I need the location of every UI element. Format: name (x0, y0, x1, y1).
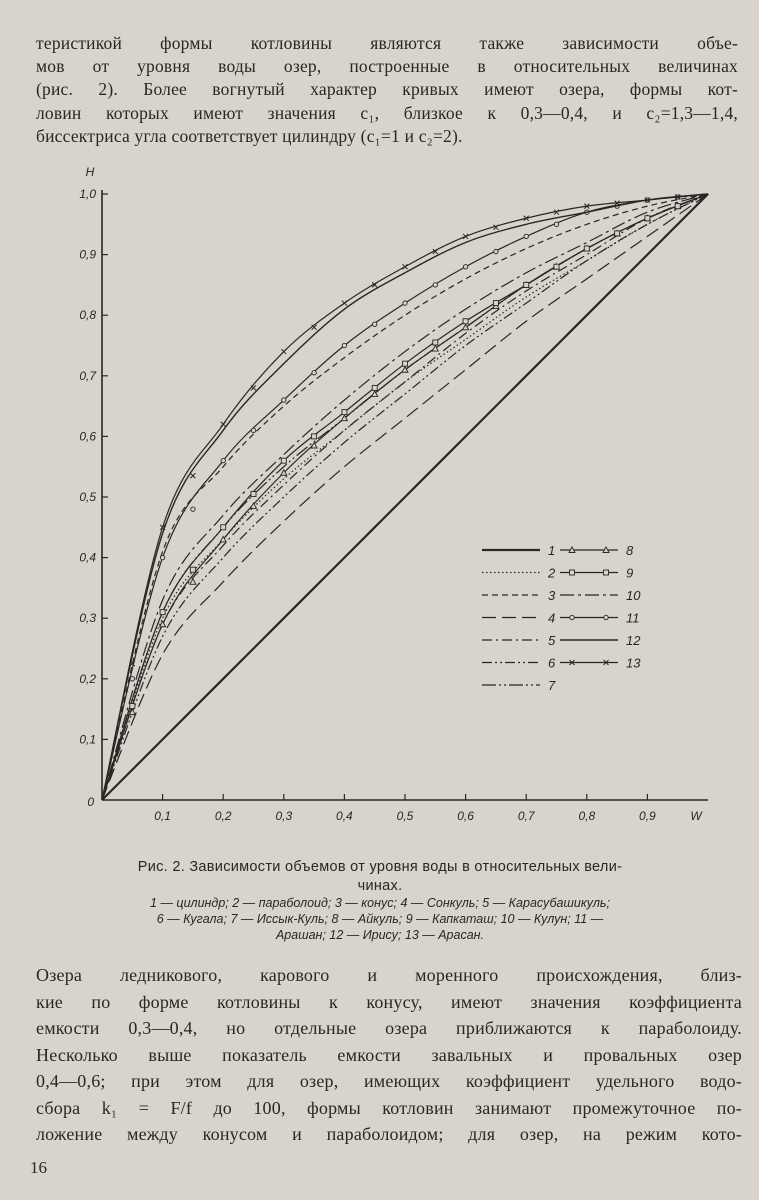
square-marker (463, 319, 468, 324)
text-line: мов от уровня воды озер, построенные в относительных величинах (36, 56, 738, 77)
text-line: ловин которых имеют значения c₁, близкое к 0,3—0,4, и c₂=1,3—1,4, (36, 102, 738, 123)
legend-label: 7 (548, 678, 556, 693)
legend-label: 8 (626, 543, 634, 558)
legend-label: 11 (626, 610, 640, 626)
legend-entry-8 (560, 543, 634, 558)
circle-marker (403, 301, 407, 305)
legend-entry-1 (482, 543, 555, 558)
circle-marker (554, 222, 558, 226)
y-tick-label: 0,3 (79, 611, 96, 626)
circle-marker (433, 283, 437, 287)
circle-marker (221, 458, 225, 462)
legend-entry-11 (560, 611, 640, 626)
circle-marker (191, 507, 195, 511)
text-line: Озера ледникового, карового и моренного происхождения, близ- (36, 965, 742, 985)
legend-entry-13 (560, 656, 641, 671)
circle-marker (570, 615, 574, 619)
text-line: кие по форме котловины к конусу, имеют значения коэффициента (36, 991, 742, 1012)
caption-line: чинах. (357, 878, 403, 894)
y-tick-label: 0,6 (79, 429, 96, 444)
caption-legend-line: 1 — цилиндр; 2 — параболоид; 3 — конус; 4 — Сонкуль; 5 — Карасубашикуль; (150, 896, 610, 910)
caption-line: Рис. 2. Зависимости объемов от уровня воды в относительных вели- (137, 859, 623, 875)
origin-label: 0 (87, 795, 94, 809)
x-tick-label: 0,2 (214, 809, 232, 823)
chart-axes (79, 165, 708, 823)
legend-entry-10 (560, 588, 641, 603)
text-line: биссектриса угла соответствует цилиндру (c₁=1 и c₂=2). (36, 125, 463, 146)
y-tick-label: 1,0 (79, 187, 96, 201)
legend-label: 13 (626, 655, 641, 671)
square-marker (554, 264, 559, 269)
legend-entry-6 (482, 656, 556, 671)
legend-entry-7 (482, 678, 556, 693)
y-tick-label: 0,9 (79, 247, 96, 262)
legend-label: 9 (626, 565, 634, 581)
triangle-marker (190, 579, 196, 585)
text-line: теристикой формы котловины являются также зависимости объе- (36, 33, 738, 53)
square-marker (160, 610, 165, 615)
legend-label: 12 (626, 633, 641, 648)
y-tick-label: 0,2 (79, 671, 96, 686)
square-marker (645, 216, 650, 221)
text-line: ложение между конусом и параболоидом; для озер, на режим кото- (36, 1124, 742, 1144)
square-marker (403, 361, 408, 366)
legend-entry-9 (560, 566, 633, 581)
square-marker (251, 491, 256, 496)
legend-label: 2 (548, 565, 556, 581)
x-tick-label: 0,6 (457, 809, 474, 823)
legend-label: 6 (548, 655, 556, 671)
paragraph-top (36, 32, 738, 148)
circle-marker (312, 371, 316, 375)
figure-caption-legend (70, 895, 690, 943)
text-line: (рис. 2). Более вогнутый характер кривых имеют озера, формы кот- (36, 79, 738, 100)
y-tick-label: 0,1 (79, 732, 96, 747)
legend-entry-5 (482, 633, 556, 648)
square-marker (615, 231, 620, 236)
legend-entry-4 (482, 611, 555, 626)
circle-marker (342, 343, 346, 347)
y-tick-label: 0,7 (79, 368, 96, 383)
legend-label: 3 (548, 588, 556, 603)
square-marker (433, 340, 438, 345)
circle-marker (524, 234, 528, 238)
square-marker (493, 301, 498, 306)
x-tick-label: 0,9 (639, 809, 656, 823)
caption-legend-line: Арашан; 12 — Ирису; 13 — Арасан. (275, 928, 485, 942)
square-marker (190, 567, 195, 572)
text-line: сбора k₁ = F/f до 100, формы котловин занимают промежуточное по- (36, 1097, 742, 1118)
legend-label: 10 (626, 588, 641, 603)
y-tick-label: 0,8 (79, 308, 96, 323)
y-tick-label: 0,4 (79, 550, 96, 565)
y-tick-label: 0,5 (79, 490, 96, 504)
figure-chart (60, 160, 740, 850)
page-number: 16 (30, 1158, 47, 1177)
x-tick-label: 0,5 (396, 809, 414, 823)
circle-marker (604, 615, 608, 619)
legend-entry-12 (560, 633, 641, 648)
x-axis-label: W (690, 809, 702, 823)
square-marker (570, 570, 575, 575)
square-marker (130, 704, 135, 709)
circle-marker (130, 677, 134, 681)
legend-entry-2 (482, 566, 556, 581)
chart-series (102, 194, 708, 800)
x-tick-label: 0,3 (275, 809, 293, 823)
square-marker (372, 385, 377, 390)
paragraph-bottom (36, 962, 742, 1148)
square-marker (584, 246, 589, 251)
square-marker (312, 434, 317, 439)
text-line: 0,4—0,6; при этом для озер, имеющих коэффициент удельного водо- (36, 1071, 742, 1091)
x-tick-label: 0,1 (154, 809, 171, 823)
y-axis-label: H (85, 165, 95, 179)
circle-marker (463, 265, 467, 269)
figure-caption-title (70, 858, 690, 896)
circle-marker (251, 428, 255, 432)
x-tick-label: 0,8 (578, 809, 596, 823)
legend-label: 1 (548, 543, 556, 558)
circle-marker (282, 398, 286, 402)
caption-legend-line: 6 — Кугала; 7 — Иссык-Куль; 8 — Айкуль; 9 — Капкаташ; 10 — Кулун; 11 — (156, 912, 604, 926)
circle-marker (160, 555, 164, 559)
square-marker (281, 458, 286, 463)
circle-marker (494, 249, 498, 253)
legend-entry-3 (482, 588, 556, 603)
square-marker (342, 410, 347, 415)
square-marker (221, 525, 226, 530)
square-marker (675, 204, 680, 209)
x-tick-label: 0,4 (336, 809, 353, 823)
circle-marker (373, 322, 377, 326)
legend-label: 5 (548, 633, 556, 648)
text-line: емкости 0,3—0,4, но отдельные озера приближаются к параболоиду. (36, 1018, 742, 1038)
square-marker (524, 282, 529, 287)
x-tick-label: 0,7 (517, 809, 535, 823)
chart-legend (482, 543, 641, 693)
square-marker (604, 570, 609, 575)
legend-label: 4 (548, 610, 556, 626)
text-line: Несколько выше показатель емкости завальных и провальных озер (36, 1044, 742, 1065)
